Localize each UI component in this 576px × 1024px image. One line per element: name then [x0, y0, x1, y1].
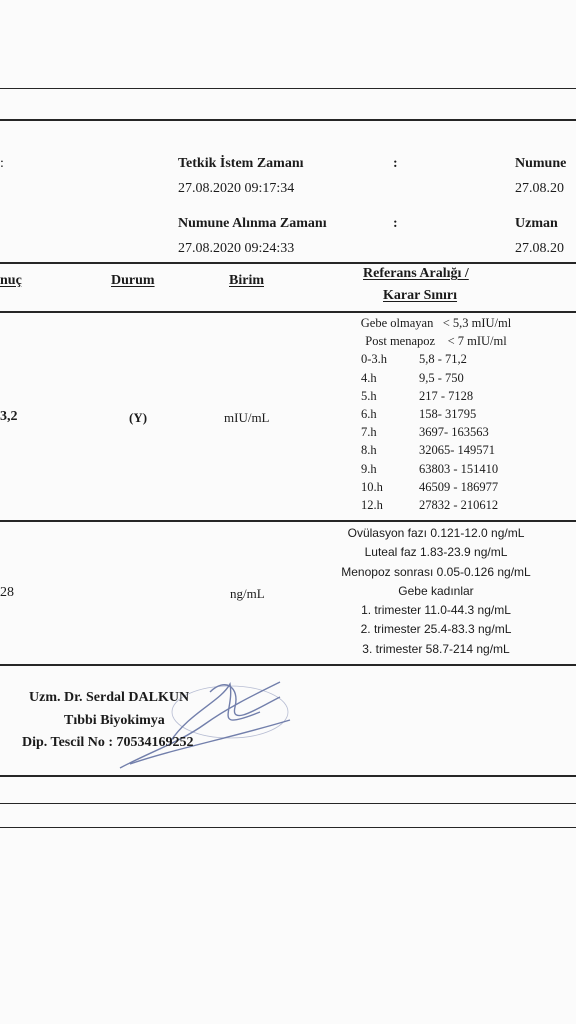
- ref-row: 0-3.h 5,8 - 71,2: [361, 352, 467, 367]
- istem-time-value: 27.08.2020 09:17:34: [178, 181, 295, 196]
- ref-row: Post menapoz < 7 mIU/ml: [365, 334, 507, 349]
- uzman-label: Uzman: [515, 216, 558, 231]
- ref-row: 8.h 32065- 149571: [361, 443, 496, 458]
- istem-time-colon: :: [393, 156, 398, 171]
- ref-row: 3. trimester 58.7-214 ng/mL: [362, 641, 510, 656]
- row1-result: 3,2: [0, 409, 18, 424]
- row2-reference-list: [300, 524, 572, 659]
- ref-row: 7.h 3697- 163563: [361, 425, 489, 440]
- row1-unit: mIU/mL: [224, 410, 270, 425]
- alinma-time-label: Numune Alınma Zamanı: [178, 216, 327, 231]
- rule-top: [0, 88, 576, 89]
- signature-name: Uzm. Dr. Serdal DALKUN: [29, 690, 190, 705]
- column-result: nuç: [0, 273, 22, 288]
- ref-row: Ovülasyon fazı 0.121-12.0 ng/mL: [347, 526, 525, 540]
- numune-value: 27.08.20: [515, 181, 564, 196]
- ref-row: 10.h 46509 - 186977: [361, 479, 499, 494]
- rule-row2-bottom: [0, 664, 576, 666]
- rule-footer-2: [0, 827, 576, 828]
- rule-header-top: [0, 119, 576, 121]
- row1-reference-list: [300, 314, 572, 514]
- rule-columns-bottom: [0, 311, 576, 313]
- ref-row: Gebe olmayan < 5,3 mIU/ml: [360, 316, 512, 330]
- rule-columns-top: [0, 262, 576, 264]
- numune-label: Numune: [515, 156, 567, 171]
- ref-row: 9.h 63803 - 151410: [361, 461, 499, 476]
- ref-row: 12.h 27832 - 210612: [361, 498, 499, 513]
- ref-row: Gebe kadınlar: [398, 583, 474, 598]
- ref-row: Luteal faz 1.83-23.9 ng/mL: [364, 545, 508, 560]
- istem-time-label: Tetkik İstem Zamanı: [178, 156, 304, 171]
- alinma-time-colon: :: [393, 216, 398, 231]
- column-status: Durum: [111, 273, 155, 288]
- ref-row: 2. trimester 25.4-83.3 ng/mL: [360, 622, 512, 637]
- column-unit: Birim: [229, 273, 264, 288]
- ref-row: 1. trimester 11.0-44.3 ng/mL: [361, 603, 511, 618]
- row2-unit: ng/mL: [230, 586, 265, 601]
- ref-row: 6.h 158- 31795: [361, 407, 477, 422]
- column-ref-line1: Referans Aralığı /: [363, 266, 469, 281]
- row2-result: 28: [0, 585, 14, 600]
- signature-registry: Dip. Tescil No : 70534169252: [22, 735, 194, 750]
- row1-status: (Y): [129, 410, 148, 425]
- uzman-value: 27.08.20: [515, 241, 564, 256]
- ref-row: 4.h 9,5 - 750: [361, 370, 464, 385]
- header-left-colon: :: [0, 156, 4, 171]
- ref-row: 5.h 217 - 7128: [361, 388, 474, 403]
- alinma-time-value: 27.08.2020 09:24:33: [178, 241, 295, 256]
- rule-row1-bottom: [0, 520, 576, 522]
- signature-title: Tıbbi Biyokimya: [64, 713, 165, 728]
- ref-row: Menopoz sonrası 0.05-0.126 ng/mL: [341, 564, 531, 579]
- column-ref-line2: Karar Sınırı: [383, 288, 458, 303]
- rule-footer-1: [0, 803, 576, 804]
